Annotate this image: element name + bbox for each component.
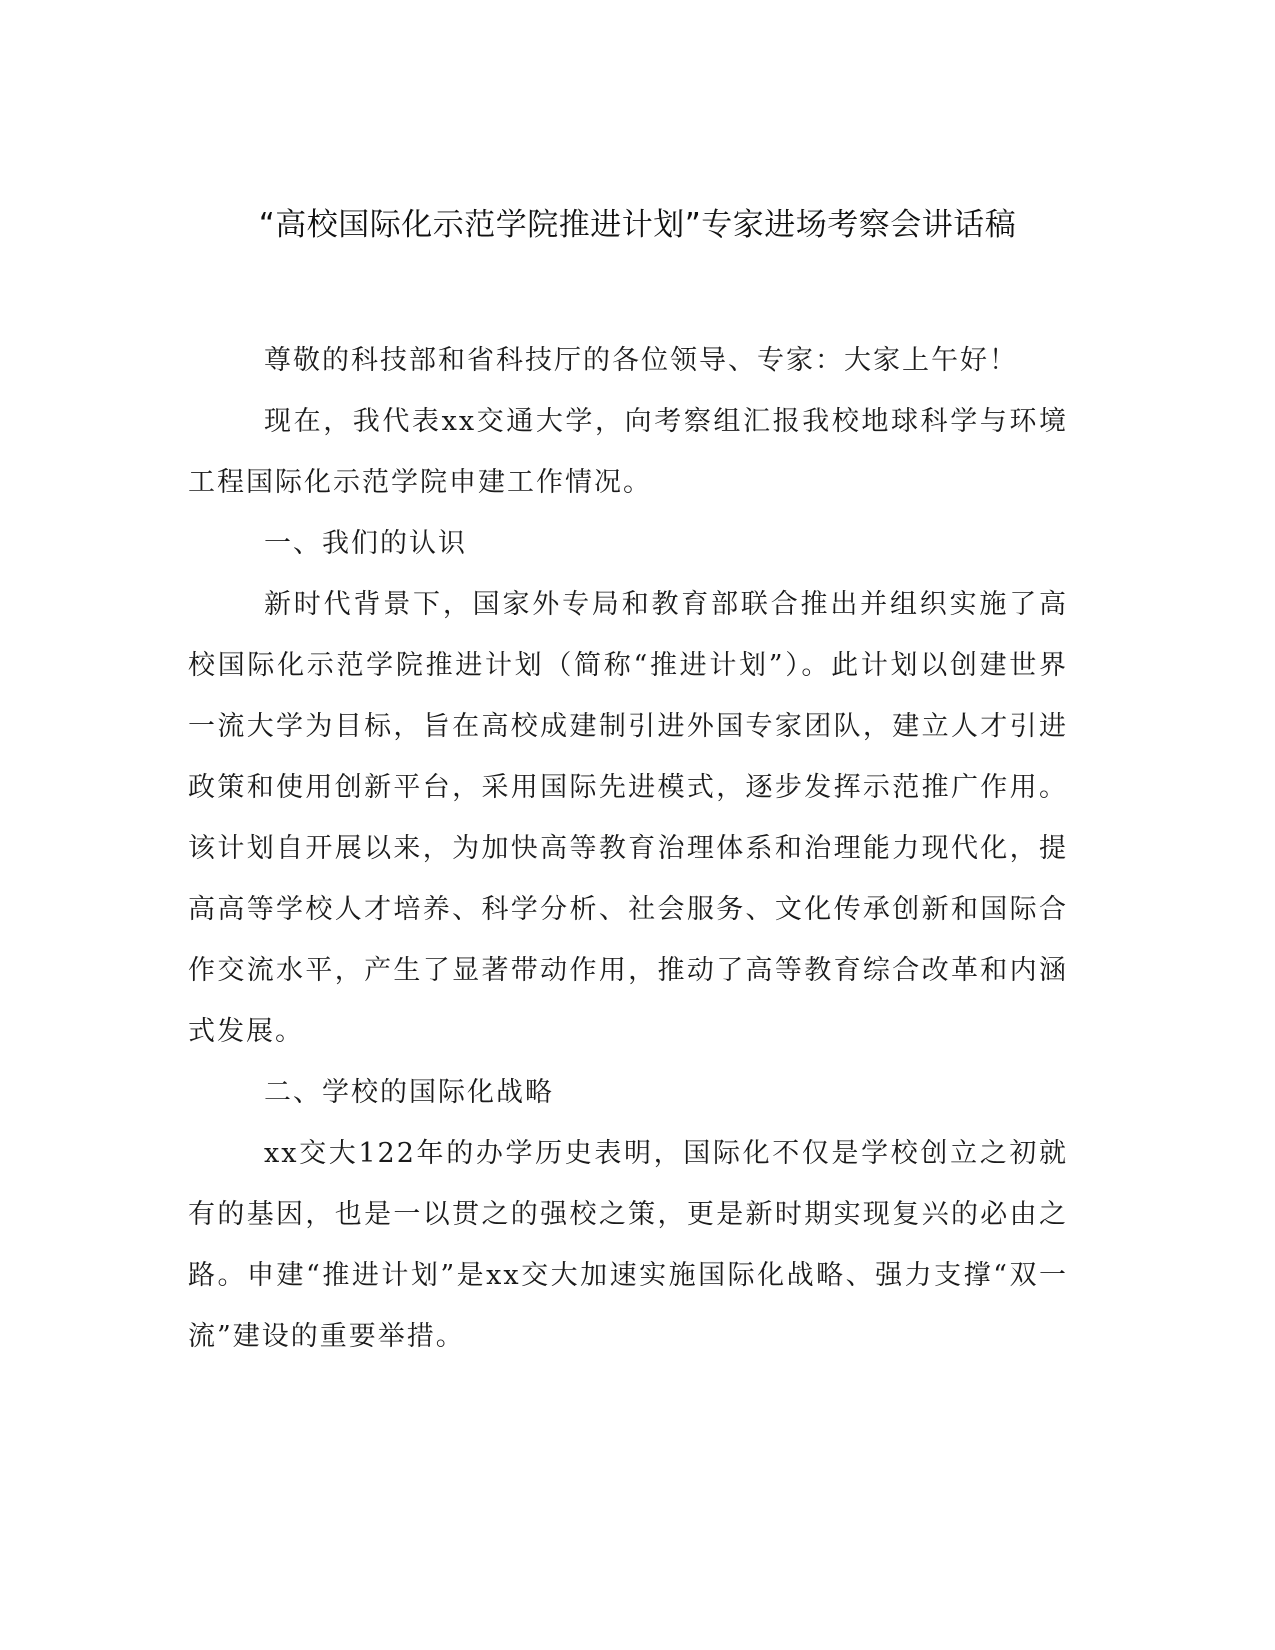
document-body (188, 330, 1068, 1367)
intro-paragraph: 现在，我代表xx交通大学，向考察组汇报我校地球科学与环境工程国际化示范学院申建工作情况。 (188, 406, 1068, 498)
section-heading-1: 一、我们的认识 (264, 528, 467, 559)
document-title: “高校国际化示范学院推进计划”专家进场考察会讲话稿 (258, 207, 1017, 243)
section-heading-2: 二、学校的国际化战略 (264, 1077, 554, 1108)
section-2-paragraph: xx交大122年的办学历史表明，国际化不仅是学校创立之初就有的基因，也是一以贯之的强校之策，更是新时期实现复兴的必由之路。申建“推进计划”是xx交大加速实施国际化战略、强力支撑“双一流”建设的重要举措。 (188, 1138, 1068, 1352)
section-1-paragraph: 新时代背景下，国家外专局和教育部联合推出并组织实施了高校国际化示范学院推进计划（简称“推进计划”）。此计划以创建世界一流大学为目标，旨在高校成建制引进外国专家团队，建立人才引进政策和使用创新平台，采用国际先进模式，逐步发挥示范推广作用。该计划自开展以来，为加快高等教育治理体系和治理能力现代化，提高高等学校人才培养、科学分析、社会服务、文化传承创新和国际合作交流水平，产生了显著带动作用，推动了高等教育综合改革和内涵式发展。 (188, 589, 1068, 1047)
greeting-paragraph: 尊敬的科技部和省科技厅的各位领导、专家：大家上午好！ (264, 345, 1018, 376)
